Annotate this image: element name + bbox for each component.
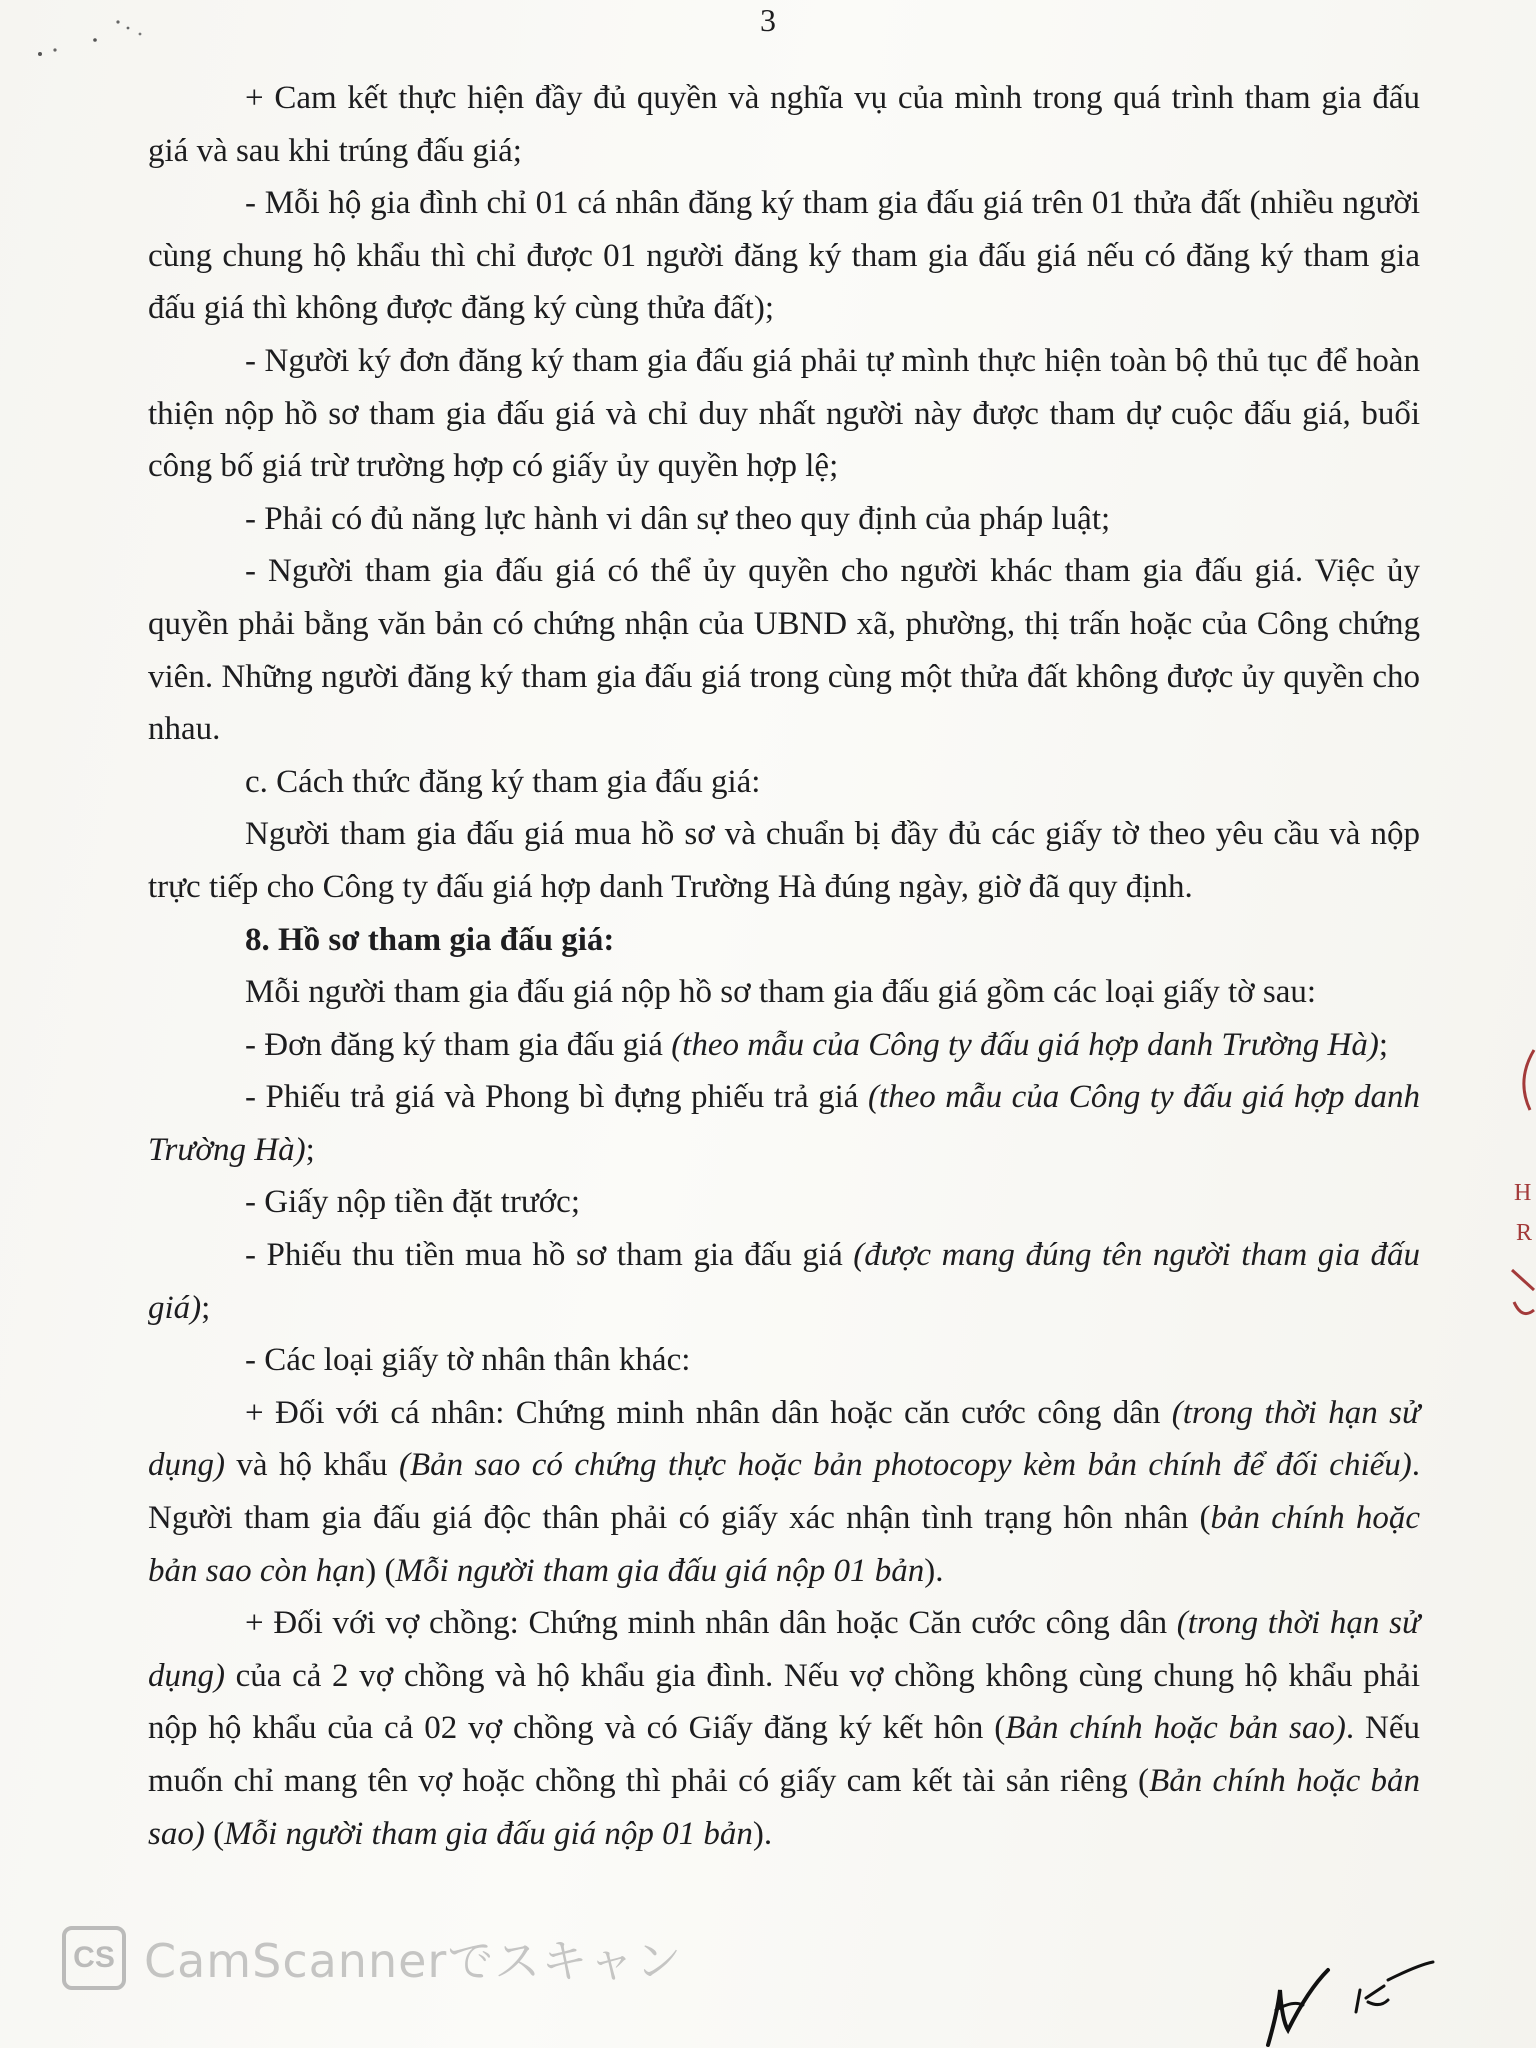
camscanner-logo-icon: CS (62, 1926, 126, 1990)
paragraph-married-couple (148, 1597, 1420, 1860)
italic-run: Bản chính hoặc bản sao) (148, 1763, 1421, 1852)
paragraph-commitment: + Cam kết thực hiện đầy đủ quyền và nghĩa vụ của mình trong quá trình tham gia đấu giá và sau khi trúng đấu giá; (148, 80, 1420, 169)
italic-run: (trong thời hạn sử dụng) (148, 1605, 1420, 1694)
item-text: - Phiếu thu tiền mua hồ sơ tham gia đấu giá (245, 1237, 854, 1274)
list-item-deposit: - Giấy nộp tiền đặt trước; (245, 1184, 580, 1221)
italic-run: Mỗi người tham gia đấu giá nộp 01 bản (395, 1552, 925, 1589)
text-run: ( (204, 1815, 225, 1852)
text-run: của cả 2 vợ chồng và hộ khẩu gia đình. Nếu vợ chồng không cùng chung hộ khẩu phải nộp hộ khẩu của cả 02 vợ chồng và có Giấy đăng ký kết hôn ( (148, 1657, 1420, 1747)
paragraph-capacity: - Phải có đủ năng lực hành vi dân sự theo quy định của pháp luật; (245, 500, 1111, 537)
text-run: + Đối với cá nhân: Chứng minh nhân dân hoặc căn cước công dân (245, 1394, 1172, 1431)
text-run: + Đối với vợ chồng: Chứng minh nhân dân hoặc Căn cước công dân (245, 1605, 1177, 1642)
list-item-other-documents: - Các loại giấy tờ nhân thân khác: (245, 1342, 691, 1379)
italic-run: bản chính hoặc bản sao còn hạn (148, 1500, 1420, 1589)
item-note: (theo mẫu của Công ty đấu giá hợp danh Trường Hà) (671, 1026, 1379, 1063)
item-text: - Phiếu trả giá và Phong bì đựng phiếu trả giá (245, 1079, 868, 1116)
section-heading-text: 8. Hồ sơ tham gia đấu giá: (245, 921, 615, 958)
list-item-receipt (148, 1229, 1420, 1334)
paragraph-individual (148, 1387, 1420, 1597)
item-text: - Đơn đăng ký tham gia đấu giá (245, 1026, 672, 1063)
text-run: ) ( (365, 1552, 396, 1589)
section-heading (148, 914, 1420, 967)
item-note: (được mang đúng tên người tham gia đấu giá) (148, 1237, 1420, 1326)
italic-run: Bản chính hoặc bản sao) (1005, 1710, 1346, 1747)
item-end: ; (201, 1289, 211, 1326)
italic-run: Mỗi người tham gia đấu giá nộp 01 bản (224, 1815, 753, 1852)
red-stamp-edge (1508, 1040, 1536, 1340)
item-end: ; (305, 1131, 315, 1168)
item-end: ; (1378, 1026, 1389, 1063)
svg-text:R: R (1516, 1220, 1533, 1246)
paragraph-signer: - Người ký đơn đăng ký tham gia đấu giá phải tự mình thực hiện toàn bộ thủ tục để hoàn thiện nộp hồ sơ tham gia đấu giá và chỉ duy nhất người này được tham dự cuộc đấu giá, buổi công bố giá trừ trường hợp có giấy ủy quyền hợp lệ; (148, 342, 1420, 485)
section-intro: Mỗi người tham gia đấu giá nộp hồ sơ tham gia đấu giá gồm các loại giấy tờ sau: (245, 974, 1317, 1011)
text-run: ). (924, 1552, 944, 1589)
paragraph-household: - Mỗi hộ gia đình chỉ 01 cá nhân đăng ký tham gia đấu giá trên 01 thửa đất (nhiều người cùng chung hộ khẩu thì chỉ được 01 người đăng ký tham gia đấu giá nếu có đăng ký tham gia đấu giá thì không được đăng ký cùng thửa đất); (148, 185, 1420, 327)
list-item-bid-sheet (148, 1071, 1420, 1176)
paragraph-registration-method: Người tham gia đấu giá mua hồ sơ và chuẩn bị đầy đủ các giấy tờ theo yêu cầu và nộp trực tiếp cho Công ty đấu giá hợp danh Trường Hà đúng ngày, giờ đã quy định. (148, 816, 1420, 905)
camscanner-text: CamScannerでスキャン (144, 1934, 683, 1988)
subheading-registration-method: c. Cách thức đăng ký tham gia đấu giá: (245, 763, 761, 800)
document-body (148, 72, 1420, 1860)
italic-run: (Bản sao có chứng thực hoặc bản photocopy kèm bản chính để đối chiếu) (398, 1447, 1412, 1484)
camscanner-watermark (62, 1924, 682, 1992)
text-run: . Người tham gia đấu giá độc thân phải có giấy xác nhận tình trạng hôn nhân ( (148, 1447, 1420, 1537)
paragraph-authorization: - Người tham gia đấu giá có thể ủy quyền cho người khác tham gia đấu giá. Việc ủy quyền phải bằng văn bản có chứng nhận của UBND xã, phường, thị trấn hoặc của Công chứng viên. Những người đăng ký tham gia đấu giá trong cùng một thửa đất không được ủy quyền cho nhau. (148, 553, 1420, 748)
text-run: ). (752, 1815, 773, 1852)
italic-run: (trong thời hạn sử dụng) (148, 1394, 1420, 1484)
text-run: . Nếu muốn chỉ mang tên vợ hoặc chồng thì phải có giấy cam kết tài sản riêng ( (148, 1710, 1421, 1799)
list-item-registration-form (148, 1019, 1420, 1072)
item-note: (theo mẫu của Công ty đấu giá hợp danh Trường Hà) (148, 1079, 1420, 1168)
text-run: và hộ khẩu (225, 1447, 399, 1484)
handwritten-signature (1248, 1950, 1438, 2048)
page-number: 3 (760, 2, 776, 38)
svg-text:H: H (1514, 1180, 1532, 1206)
